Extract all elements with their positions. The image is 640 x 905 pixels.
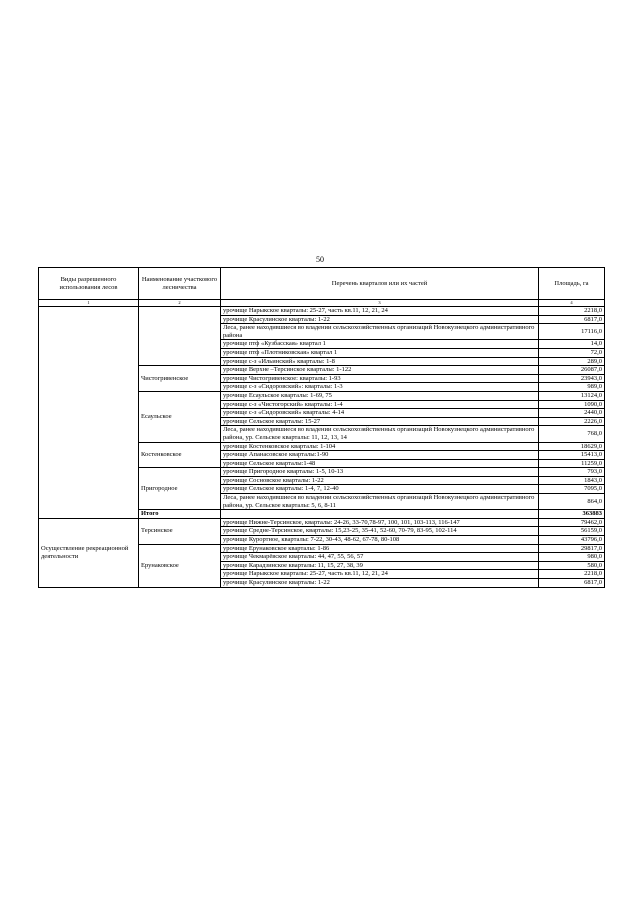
quarters-cell: урочище Сельское кварталы:1-48 — [221, 459, 539, 468]
quarters-cell: урочище Чекмарёвское кварталы: 44, 47, 55, 56, 57 — [221, 553, 539, 562]
quarters-cell: урочище Костенковское кварталы: 1-104 — [221, 442, 539, 451]
quarters-cell: урочище с-з «Сидоровский»: кварталы: 1-3 — [221, 383, 539, 392]
area-cell: 6817,0 — [539, 315, 605, 324]
header-area: Площадь, га — [539, 268, 605, 300]
quarters-cell: урочище Чистогривенское: кварталы: 1-93 — [221, 374, 539, 383]
area-cell: 980,0 — [539, 553, 605, 562]
total-value: 363883 — [539, 510, 605, 519]
quarters-cell: урочище Сельское кварталы: 1-4, 7, 12-40 — [221, 485, 539, 494]
column-number: 4 — [539, 300, 605, 307]
forestry-name-cell: Ерунаковское — [139, 544, 221, 587]
quarters-cell: урочище Ерунаковское кварталы: 1-86 — [221, 544, 539, 553]
area-cell: 15413,0 — [539, 451, 605, 460]
area-cell: 79462,0 — [539, 518, 605, 527]
quarters-cell: урочище Красулинское кварталы: 1-22 — [221, 579, 539, 588]
quarters-cell: урочище Нарыкское кварталы: 25-27, часть кв.11, 12, 21, 24 — [221, 570, 539, 579]
area-cell: 23943,0 — [539, 374, 605, 383]
area-cell: 2440,0 — [539, 409, 605, 418]
table-row — [39, 307, 605, 316]
quarters-cell: урочище с-з «Ильинский» кварталы: 1-8 — [221, 357, 539, 366]
quarters-cell: Леса, ранее находившиеся во владении сельскохозяйственных организаций Новокузнецкого административного района — [221, 324, 539, 340]
use-type-cell: Осуществление рекреационной деятельности — [39, 518, 139, 587]
quarters-cell: урочище птф «Кузбасская» квартал 1 — [221, 340, 539, 349]
area-cell: 6817,0 — [539, 579, 605, 588]
quarters-cell: урочище Красулинское кварталы: 1-22 — [221, 315, 539, 324]
forestry-name-cell: Пригородное — [139, 468, 221, 510]
quarters-cell: урочище Нарыкское кварталы: 25-27, часть кв.11, 12, 21, 24 — [221, 307, 539, 316]
quarters-cell: урочище Есаульское кварталы: 1-69, 75 — [221, 391, 539, 400]
use-type-cell — [39, 307, 139, 519]
header-use-type: Виды разрешенного использования лесов — [39, 268, 139, 300]
total-label: Итого — [139, 510, 221, 519]
quarters-cell: урочище птф «Плотниковская» квартал 1 — [221, 348, 539, 357]
area-cell: 793,0 — [539, 468, 605, 477]
forest-use-table — [38, 267, 605, 588]
quarters-cell: урочище Курортное, кварталы: 7-22, 30-43, 48-62, 67-78, 80-108 — [221, 536, 539, 545]
area-cell: 17116,0 — [539, 324, 605, 340]
area-cell: 18629,0 — [539, 442, 605, 451]
forestry-name-cell: Костенковское — [139, 442, 221, 468]
area-cell: 2218,0 — [539, 307, 605, 316]
area-cell: 2218,0 — [539, 570, 605, 579]
table-row — [39, 518, 605, 527]
quarters-cell: урочище Сельское кварталы: 15-27 — [221, 417, 539, 426]
quarters-cell: урочище с-з «Сидоровский» кварталы: 4-14 — [221, 409, 539, 418]
area-cell: 989,0 — [539, 383, 605, 392]
total-empty-cell — [221, 510, 539, 519]
forestry-name-cell — [139, 307, 221, 366]
area-cell: 580,0 — [539, 561, 605, 570]
quarters-cell: урочище Пригородное кварталы: 1-5, 10-13 — [221, 468, 539, 477]
area-cell: 26087,0 — [539, 366, 605, 375]
forestry-name-cell: Чистогривенское — [139, 366, 221, 392]
area-cell: 1090,0 — [539, 400, 605, 409]
header-quarters: Перечень кварталов или их частей — [221, 268, 539, 300]
column-number: 1 — [39, 300, 139, 307]
quarters-cell: урочище Нижне-Терсинское, кварталы: 24-26, 33-70,78-97, 100, 101, 103-113, 116-147 — [221, 518, 539, 527]
page-number: 50 — [316, 255, 324, 264]
column-number: 3 — [221, 300, 539, 307]
area-cell: 29817,0 — [539, 544, 605, 553]
quarters-cell: Леса, ранее находившиеся во владении сельскохозяйственных организаций Новокузнецкого административного района, ур. Сельское кварталы: 11, 12, 13, 14 — [221, 426, 539, 442]
quarters-cell: урочище Апанасовское кварталы:1-90 — [221, 451, 539, 460]
quarters-cell: урочище с-з «Чистогорский» кварталы: 1-4 — [221, 400, 539, 409]
quarters-cell: урочище Карадзинское кварталы: 11, 15, 27, 38, 39 — [221, 561, 539, 570]
quarters-cell: урочище Верхне –Терсинское кварталы: 1-122 — [221, 366, 539, 375]
quarters-cell: Леса, ранее находившиеся во владении сельскохозяйственных организаций Новокузнецкого административного района, ур. Сельское кварталы: 5, 6, 8-11 — [221, 494, 539, 510]
header-forestry: Наименование участкового лесничества — [139, 268, 221, 300]
area-cell: 768,0 — [539, 426, 605, 442]
area-cell: 43796,0 — [539, 536, 605, 545]
area-cell: 56159,0 — [539, 527, 605, 536]
area-cell: 864,0 — [539, 494, 605, 510]
area-cell: 7095,0 — [539, 485, 605, 494]
area-cell: 2226,0 — [539, 417, 605, 426]
area-cell: 14,0 — [539, 340, 605, 349]
quarters-cell: урочище Сосновское кварталы: 1-22 — [221, 476, 539, 485]
forestry-name-cell: Терсинское — [139, 518, 221, 544]
column-number: 2 — [139, 300, 221, 307]
forestry-name-cell: Есаульское — [139, 391, 221, 442]
area-cell: 1843,0 — [539, 476, 605, 485]
area-cell: 11259,0 — [539, 459, 605, 468]
area-cell: 289,0 — [539, 357, 605, 366]
area-cell: 13124,0 — [539, 391, 605, 400]
area-cell: 72,0 — [539, 348, 605, 357]
quarters-cell: урочище Средне-Терсинское, кварталы: 15,23-25, 35-41, 52-60, 70-79, 83-95, 102-114 — [221, 527, 539, 536]
